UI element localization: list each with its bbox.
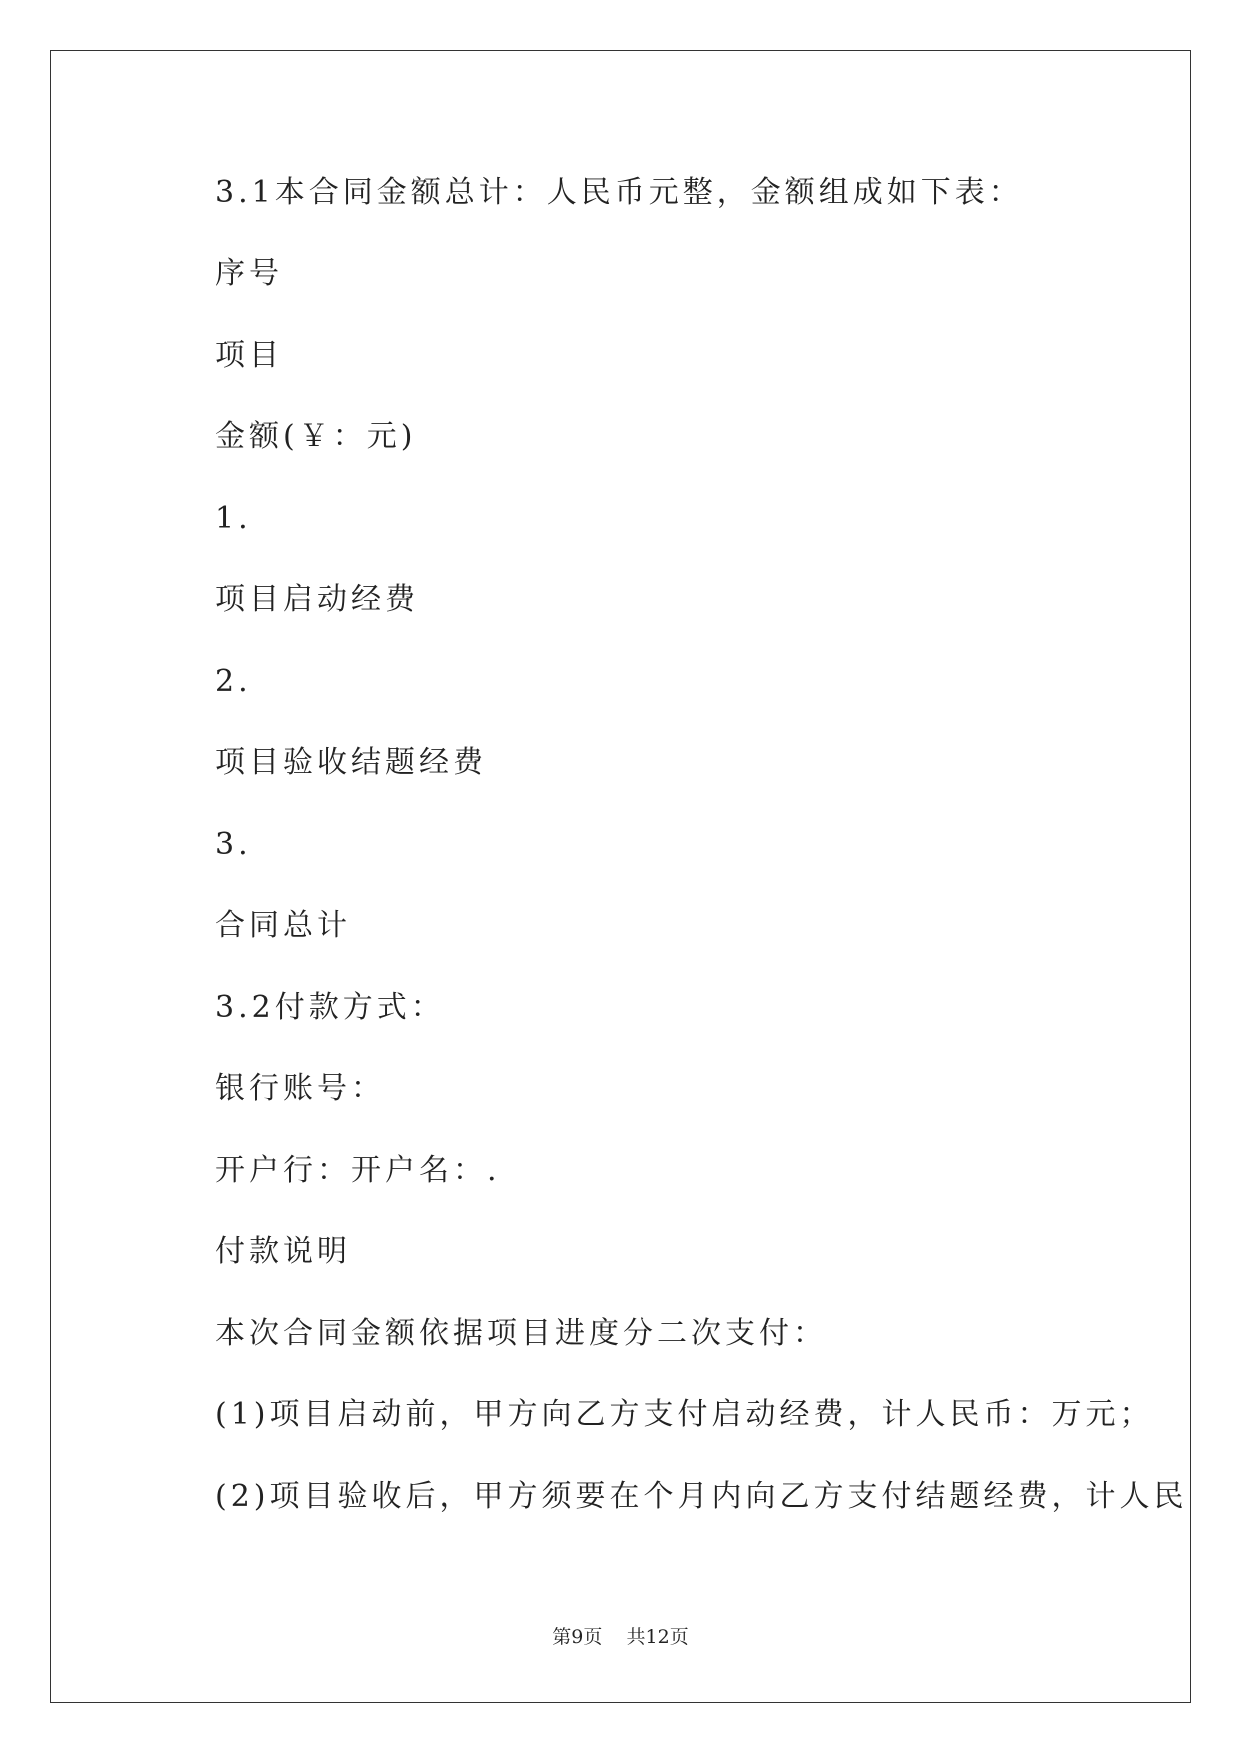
table-row-1-serial: 1. [215,501,252,536]
table-header-amount: 金额(￥：元) [215,419,417,454]
page-border [50,50,1191,1703]
bank-account-line: 银行账号： [215,1071,385,1106]
payment-notes-heading: 付款说明 [215,1234,351,1269]
page-number-footer: 第9页 共12页 [552,1626,689,1648]
payment-item-2: (2)项目验收后，甲方须要在个月内向乙方支付结题经费，计人民 [215,1479,1188,1514]
contract-amount-clause: 3.1本合同金额总计：人民币元整，金额组成如下表： [215,175,1023,210]
table-header-serial: 序号 [215,256,283,291]
table-row-2-serial: 2. [215,664,252,699]
table-row-2-item: 项目验收结题经费 [215,745,487,780]
table-row-3-serial: 3. [215,827,252,862]
payment-item-1: (1)项目启动前，甲方向乙方支付启动经费，计人民币：万元； [215,1397,1154,1432]
payment-schedule-intro: 本次合同金额依据项目进度分二次支付： [215,1316,827,1351]
payment-method-heading: 3.2付款方式： [215,990,445,1025]
table-row-3-item: 合同总计 [215,908,351,943]
table-row-1-item: 项目启动经费 [215,582,419,617]
bank-branch-line: 开户行：开户名：. [215,1153,501,1188]
table-header-item: 项目 [215,338,283,373]
